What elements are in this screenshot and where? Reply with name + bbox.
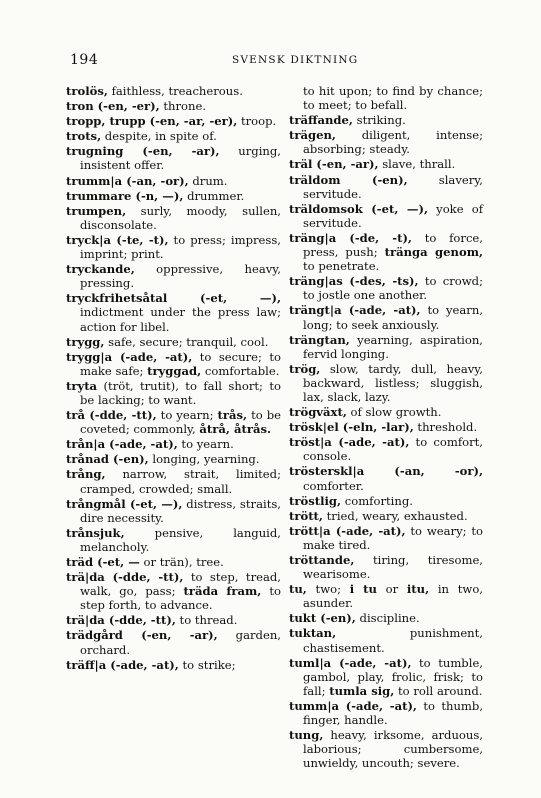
dictionary-entry [66, 114, 281, 128]
dictionary-entry [66, 129, 281, 143]
dictionary-entry [289, 582, 483, 610]
entry-definition: yearning, aspiration, fervid longing. [303, 332, 483, 361]
entry-definition: comfortable. [201, 363, 280, 378]
dictionary-entry [289, 420, 483, 434]
dictionary-entry [66, 99, 281, 113]
entry-definition: threshold. [413, 420, 478, 435]
dictionary-entry [289, 231, 483, 273]
entry-headword: träng|a (-de, -t), [289, 230, 412, 245]
entry-headword: tukt (-en), [289, 611, 356, 626]
entry-headword: trösk|el (-eln, -lar), [289, 420, 414, 435]
entry-headword: trängtan, [289, 332, 350, 347]
entry-definition: to crowd; to jostle one another. [303, 274, 483, 303]
entry-headword: tropp, trupp (-en, -ar, -er), [66, 114, 238, 129]
entry-headword: träffande, [289, 113, 353, 128]
entry-definition: to step, tread, walk, go, pass; [80, 570, 281, 599]
entry-definition: to force, press, push; [303, 230, 483, 260]
entry-definition: to weary; to make tired. [303, 523, 483, 552]
dictionary-entry [66, 628, 281, 656]
dictionary-entry [289, 494, 483, 508]
entry-headword: trög, [289, 361, 321, 376]
entry-definition: (tröt, trutit), to fall short; to be lacking; to want. [80, 378, 281, 407]
entry-headword: i tu [349, 582, 377, 597]
dictionary-entry [66, 204, 281, 232]
entry-definition: garden, orchard. [80, 628, 281, 657]
dictionary-entry [66, 291, 281, 333]
entry-definition: yoke of servitude. [303, 201, 483, 230]
dictionary-entry [66, 335, 281, 349]
entry-headword: tryckande, [66, 262, 135, 277]
entry-headword: tron (-en, -er), [66, 99, 160, 114]
dictionary-entry [66, 144, 281, 172]
dictionary-entry [289, 128, 483, 156]
entry-definition: comforting. [341, 493, 413, 508]
entry-headword: tröstlig, [289, 493, 342, 508]
dictionary-entry [289, 362, 483, 404]
entry-definition: to yearn; [156, 408, 218, 423]
entry-definition: safe, secure; tranquil, cool. [104, 334, 269, 349]
entry-headword: trots, [66, 129, 102, 144]
dictionary-entry [289, 509, 483, 523]
entry-headword: tuktan, [289, 626, 337, 641]
entry-definition: to tumble, gambol, play, frolic, frisk; to fall; [303, 655, 483, 698]
entry-headword: trånad (-en), [66, 452, 149, 467]
page-number: 194 [70, 52, 99, 68]
entry-headword: tröst|a (-ade, -at), [289, 435, 410, 450]
entry-headword: trä|da (-dde, -tt), [66, 570, 184, 585]
entry-headword: trolös, [66, 84, 108, 98]
entry-headword: åtrå, åtrås. [199, 422, 272, 437]
entry-definition: surly, moody, sullen, disconsolate. [80, 203, 281, 232]
entry-definition: diligent, intense; absorbing; steady. [303, 128, 483, 157]
entry-definition: to hit upon; to find by chance; to meet; to befall. [303, 84, 483, 113]
entry-definition: slave, thrall. [378, 157, 456, 172]
dictionary-entry [66, 262, 281, 290]
dictionary-entry [289, 157, 483, 171]
dictionary-entry [66, 84, 281, 98]
dictionary-entry [289, 611, 483, 625]
entry-headword: trägen, [289, 128, 336, 143]
entry-headword: trösterskl|a (-an, -or), [289, 464, 483, 479]
entry-headword: trygg|a (-ade, -at), [66, 349, 193, 364]
entry-definition: oppressive, heavy, pressing. [80, 262, 281, 291]
entry-definition: two; [306, 582, 350, 597]
entry-headword: trygg, [66, 334, 105, 349]
entry-headword: tumla sig, [329, 683, 395, 698]
entry-definition: to secure; to make safe; [80, 349, 281, 378]
dictionary-entry [66, 555, 281, 569]
entry-definition: longing, yearning. [148, 452, 260, 467]
entry-definition: to penetrate. [303, 259, 380, 274]
entry-headword: trumm|a (-an, -or), [66, 173, 189, 188]
entry-definition: distress, straits, dire necessity. [80, 496, 281, 525]
entry-definition: throne. [159, 99, 207, 114]
entry-definition: striking. [352, 113, 406, 128]
dictionary-entry [289, 405, 483, 419]
dictionary-entry [289, 333, 483, 361]
left-column [66, 84, 281, 673]
entry-definition: pensive, languid, melancholy. [80, 525, 281, 554]
entry-definition: to yearn, long; to seek anxiously. [303, 303, 484, 332]
dictionary-entry [289, 728, 483, 770]
dictionary-entry [289, 303, 483, 331]
dictionary-entry [289, 202, 483, 230]
entry-headword: träd (-et, — [66, 555, 140, 569]
dictionary-entry [66, 526, 281, 554]
entry-definition: or trän), tree. [139, 555, 224, 569]
dictionary-entry [66, 174, 281, 188]
entry-headword: tränga genom, [384, 245, 483, 260]
entry-headword: itu, [406, 582, 430, 597]
entry-headword: träldom (-en), [289, 172, 408, 187]
page-header [70, 52, 481, 68]
dictionary-entry [289, 113, 483, 127]
entry-definition: to yearn. [177, 437, 234, 452]
dictionary-entry [66, 437, 281, 451]
entry-headword: tryta [66, 378, 98, 393]
entry-definition: of slow growth. [346, 405, 442, 420]
entry-definition: faithless, treacherous. [107, 84, 243, 98]
entry-definition: drummer. [183, 188, 245, 203]
entry-headword: trummare (-n, —), [66, 188, 184, 203]
dictionary-entry [66, 613, 281, 627]
entry-headword: trädgård (-en, -ar), [66, 628, 218, 643]
dictionary-entry [289, 274, 483, 302]
dictionary-entry [66, 570, 281, 612]
entry-headword: träldomsok (-et, —), [289, 201, 428, 216]
entry-headword: trött, [289, 508, 323, 523]
dictionary-entry [66, 658, 281, 672]
dictionary-entry [66, 408, 281, 436]
dictionary-entry [289, 656, 483, 698]
entry-definition: or [376, 582, 407, 597]
entry-headword: tryggad, [147, 363, 202, 378]
entry-definition: to thumb, finger, handle. [303, 698, 484, 728]
entry-definition: narrow, strait, limited; cramped, crowded; small. [80, 467, 281, 496]
entry-definition: tried, weary, exhausted. [322, 508, 468, 523]
entry-definition: to comfort, console. [303, 435, 483, 464]
entry-definition: tiring, tiresome, wearisome. [303, 553, 483, 582]
entry-definition: heavy, irksome, arduous, laborious; cumbersome, unwieldy, uncouth; severe. [303, 728, 483, 771]
entry-headword: trumpen, [66, 203, 127, 218]
entry-definition: to roll around. [394, 683, 483, 698]
entry-definition: slavery, servitude. [303, 172, 483, 201]
entry-definition: punishment, chastisement. [303, 626, 483, 655]
entry-headword: träda fram, [183, 584, 262, 599]
entry-definition: to strike; [178, 657, 236, 672]
entry-headword: trögväxt, [289, 405, 347, 420]
entry-headword: trås, [217, 408, 248, 423]
entry-definition: to be coveted; commonly, [80, 408, 281, 437]
dictionary-entry [289, 626, 483, 654]
entry-headword: träng|as (-des, -ts), [289, 274, 419, 289]
entry-definition: discipline. [355, 611, 420, 626]
entry-definition: to thread. [175, 613, 238, 628]
entry-definition: comforter. [303, 478, 364, 493]
running-head: SVENSK DIKTNING [232, 54, 359, 66]
dictionary-entry [289, 524, 483, 552]
entry-definition: urging, insistent offer. [80, 144, 281, 173]
dictionary-entry [66, 452, 281, 466]
entry-headword: tröttande, [289, 553, 355, 567]
entry-headword: trä|da (-dde, -tt), [66, 613, 176, 628]
entry-headword: trång, [66, 467, 106, 482]
dictionary-entry [289, 435, 483, 463]
dictionary-entry [289, 464, 483, 492]
entry-headword: trångmål (-et, —), [66, 496, 183, 511]
entry-definition: slow, tardy, dull, heavy, backward, listless; sluggish, lax, slack, lazy. [303, 361, 483, 404]
entry-definition: despite, in spite of. [101, 129, 217, 144]
entry-headword: trängt|a (-ade, -at), [289, 303, 421, 318]
dictionary-entry [289, 699, 483, 727]
entry-definition: troop. [237, 114, 277, 129]
entry-headword: tuml|a (-ade, -at), [289, 655, 412, 670]
entry-headword: tumm|a (-ade, -at), [289, 698, 417, 713]
entry-headword: tryck|a (-te, -t), [66, 232, 169, 247]
dictionary-entry [66, 467, 281, 495]
entry-definition: to press; impress, imprint; print. [80, 232, 281, 262]
entry-headword: tu, [289, 582, 307, 597]
entry-headword: tung, [289, 728, 324, 743]
dictionary-entry [289, 84, 483, 112]
dictionary-entry [66, 379, 281, 407]
dictionary-entry [66, 497, 281, 525]
entry-headword: träff|a (-ade, -at), [66, 657, 179, 672]
entry-headword: trånsjuk, [66, 525, 125, 540]
entry-headword: trugning (-en, -ar), [66, 144, 220, 159]
dictionary-entry [66, 233, 281, 261]
entry-headword: tryckfrihetsåtal (-et, —), [66, 291, 281, 306]
entry-definition: indictment under the press law; action for libel. [80, 305, 281, 334]
entry-definition: in two, asunder. [303, 582, 483, 611]
dictionary-entry [289, 173, 483, 201]
dictionary-entry [66, 350, 281, 378]
dictionary-entry [66, 189, 281, 203]
entry-headword: trån|a (-ade, -at), [66, 437, 178, 452]
entry-headword: trött|a (-ade, -at), [289, 523, 406, 538]
entry-definition: to step forth, to advance. [80, 584, 281, 613]
entry-headword: träl (-en, -ar), [289, 157, 379, 172]
right-column [289, 84, 483, 771]
dictionary-entry [289, 553, 483, 581]
entry-definition: drum. [188, 173, 228, 188]
entry-headword: trå (-dde, -tt), [66, 408, 157, 423]
